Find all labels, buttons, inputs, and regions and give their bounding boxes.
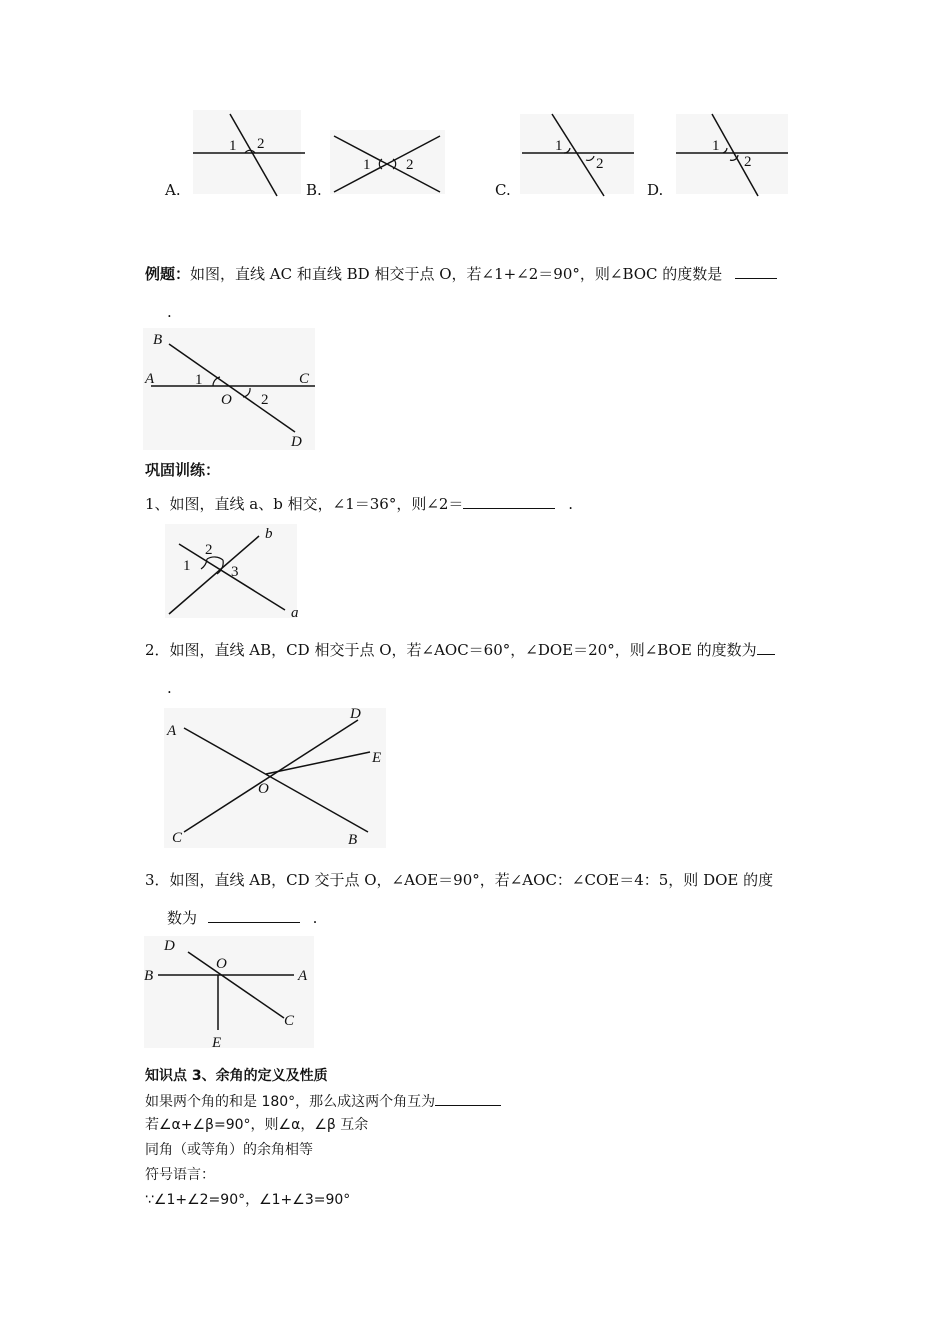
q3-figure [142,934,322,1052]
angle-label-1: 1 [712,138,720,154]
knowledge-answer-blank[interactable] [435,1091,501,1106]
angle-label-2: 2 [406,157,414,173]
angle-label-2: 2 [744,154,752,170]
line-a-label: a [291,605,299,621]
q1-answer-blank[interactable] [463,494,555,509]
practice-q1 [145,494,573,514]
knowledge-line-5: ∵∠1+∠2=90°，∠1+∠3=90° [145,1192,351,1208]
point-c-label: C [172,830,183,846]
point-b-label: B [144,968,154,984]
angle-label-2: 2 [205,542,213,558]
practice-q3 [145,870,773,890]
example-question [145,264,777,284]
knowledge-line-1 [145,1091,501,1112]
example-figure [143,328,323,453]
q2-text: 2．如图，直线 AB，CD 相交于点 O，若∠AOC＝60°，∠DOE＝20°，则∠BOE 的度数为 [145,641,757,659]
point-o-label: O [258,781,269,797]
option-c-label: C. [495,181,511,199]
q2-figure [162,704,392,854]
option-d-label: D. [647,181,664,199]
figure-option-b [330,128,450,198]
point-c-label: C [284,1013,295,1029]
point-d-label: D [291,434,302,450]
option-a-label: A. [165,181,181,199]
q1-period: . [568,495,573,513]
point-b-label: B [348,832,358,848]
point-e-label: E [372,750,382,766]
knowledge-heading: 知识点 3、余角的定义及性质 [145,1068,328,1084]
angle-label-1: 1 [363,157,371,173]
practice-q2 [145,640,775,660]
point-a-label: A [145,371,155,387]
q3-period: . [312,909,318,927]
point-c-label: C [299,371,310,387]
figure-option-d [672,108,792,198]
example-label: 例题： [145,265,191,283]
knowledge-line-2: 若∠α+∠β=90°，则∠α，∠β 互余 [145,1117,369,1133]
figure-option-c [518,108,638,198]
q1-text: 1、如图，直线 a、b 相交，∠1＝36°，则∠2＝ [145,495,464,513]
example-period: . [167,303,172,321]
q2-answer-blank[interactable] [757,640,775,655]
point-o-label: O [221,392,232,408]
angle-label-1: 1 [229,138,237,154]
q1-figure [165,522,305,622]
knowledge-text-1: 如果两个角的和是 180°，那么成这两个角互为 [145,1094,436,1110]
point-b-label: B [153,332,163,348]
practice-q3-line2 [167,908,317,928]
q3-text2: 数为 [167,909,198,927]
line-b-label: b [265,526,273,542]
figure-option-a [185,108,305,198]
angle-label-1: 1 [555,138,563,154]
answer-blank[interactable] [735,264,777,279]
knowledge-line-3: 同角（或等角）的余角相等 [145,1142,313,1158]
angle-label-1: 1 [183,558,191,574]
q2-period: . [167,679,172,697]
point-o-label: O [216,956,227,972]
angle-label-2: 2 [596,156,604,172]
point-d-label: D [350,706,361,722]
point-d-label: D [164,938,175,954]
example-text: 如图，直线 AC 和直线 BD 相交于点 O，若∠1+∠2＝90°，则∠BOC 的度数是 [190,265,723,283]
practice-heading: 巩固训练： [145,461,221,479]
q3-text: 3．如图，直线 AB，CD 交于点 O，∠AOE＝90°，若∠AOC：∠COE＝4：5，则 DOE 的度 [145,871,774,889]
point-e-label: E [212,1035,222,1051]
point-a-label: A [167,723,177,739]
q3-answer-blank[interactable] [208,908,300,923]
angle-label-1: 1 [195,372,203,388]
option-b-label: B. [306,181,322,199]
point-a-label: A [298,968,308,984]
angle-label-2: 2 [257,136,265,152]
angle-label-3: 3 [231,564,239,580]
knowledge-line-4: 符号语言： [145,1167,215,1183]
angle-label-2: 2 [261,392,269,408]
